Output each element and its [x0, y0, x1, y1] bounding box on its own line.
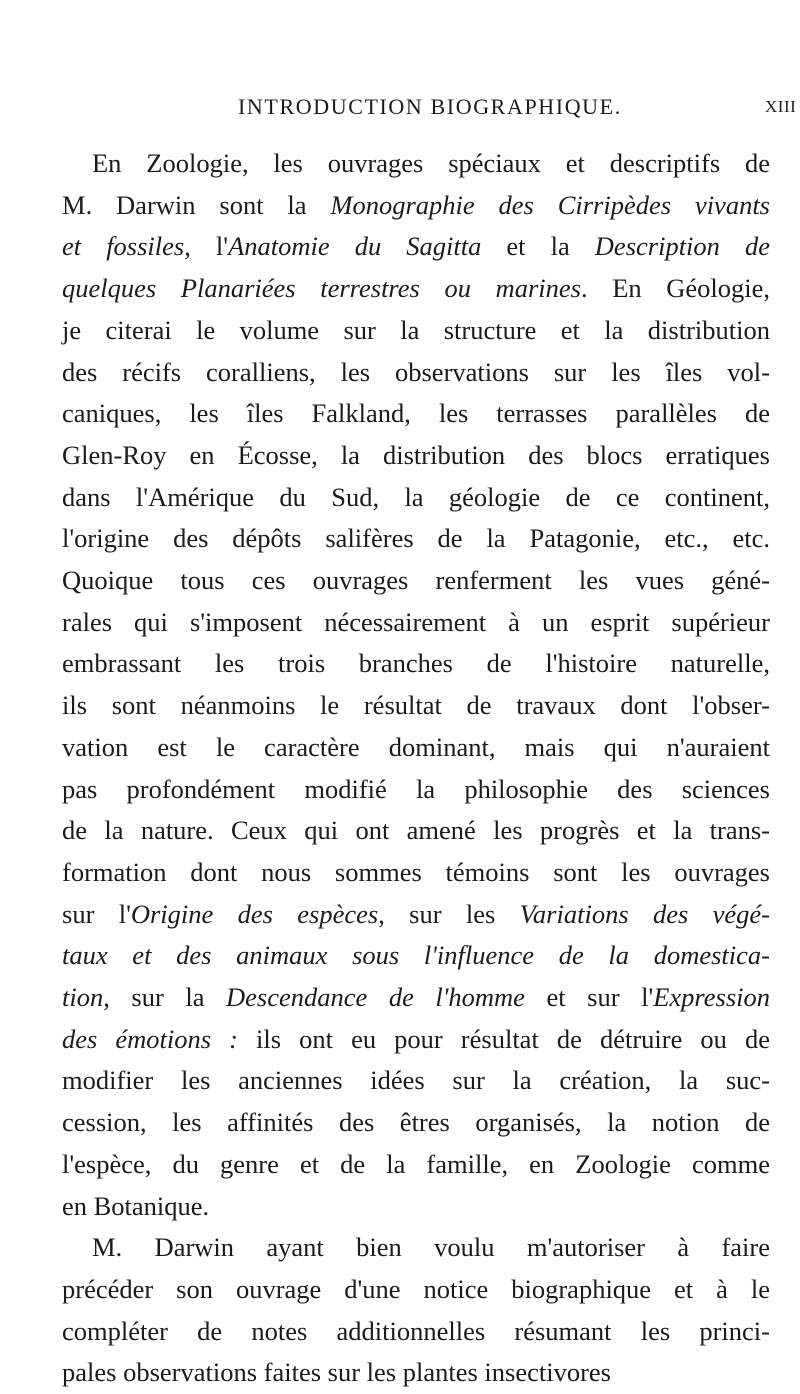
italic-run: Anatomie du Sagitta	[228, 231, 482, 262]
text-line	[62, 560, 770, 602]
text-run: sur l'	[62, 898, 131, 929]
italic-run: Description de	[594, 231, 770, 262]
italic-run: Expression	[653, 982, 771, 1013]
text-run: de la nature. Ceux qui ont amené les progrès et la trans-	[62, 815, 770, 846]
text-line	[62, 1144, 770, 1186]
text-run: embrassant les trois branches de l'histoire naturelle,	[62, 648, 770, 679]
text-line	[62, 352, 770, 394]
text-line	[62, 518, 770, 560]
text-run: Quoique tous ces ouvrages renferment les vues géné-	[62, 565, 770, 596]
text-line	[62, 769, 770, 811]
text-line	[62, 1060, 770, 1102]
paragraph	[62, 1227, 770, 1394]
italic-run: Monographie des Cirripèdes vivants	[330, 189, 770, 220]
body-text	[62, 143, 770, 1394]
text-line	[62, 810, 770, 852]
paragraph	[62, 143, 770, 1227]
italic-run: taux et des animaux sous l'influence de la domestica-	[62, 940, 770, 971]
text-run: précéder son ouvrage d'une notice biographique et à le	[62, 1273, 770, 1304]
text-line	[62, 852, 770, 894]
italic-run: Origine des espèces	[130, 898, 379, 929]
text-run: je citerai le volume sur la structure et la distribution	[62, 314, 770, 345]
text-line	[62, 894, 770, 936]
text-run: formation dont nous sommes témoins sont les ouvrages	[62, 856, 770, 887]
page-header	[0, 94, 800, 124]
italic-run: Descendance de l'homme	[226, 982, 525, 1013]
italic-run: des émotions :	[62, 1023, 238, 1054]
text-run: des récifs coralliens, les observations sur les îles vol-	[62, 356, 770, 387]
text-line	[62, 1019, 770, 1061]
text-run: et la	[481, 231, 595, 262]
text-line	[62, 435, 770, 477]
text-line	[62, 1269, 770, 1311]
text-run: rales qui s'imposent nécessairement à un esprit supérieur	[62, 606, 770, 637]
text-line	[62, 977, 770, 1019]
text-line	[62, 1102, 770, 1144]
text-run: compléter de notes additionnelles résumant les princi-	[62, 1315, 770, 1346]
text-line	[62, 226, 770, 268]
text-run: modifier les anciennes idées sur la création, la suc-	[62, 1065, 770, 1096]
text-run: Glen-Roy en Écosse, la distribution des blocs erratiques	[62, 439, 770, 470]
text-line	[62, 1227, 770, 1269]
text-run: , sur les	[378, 898, 520, 929]
page-number: XIII	[765, 97, 797, 116]
text-line	[62, 685, 770, 727]
text-run: l'espèce, du genre et de la famille, en Zoologie comme	[62, 1148, 770, 1179]
text-line	[62, 602, 770, 644]
text-line	[62, 1186, 770, 1228]
text-run: ils sont néanmoins le résultat de travaux dont l'obser-	[62, 690, 770, 721]
italic-run: tion	[62, 982, 104, 1013]
italic-run: et fossiles	[62, 231, 185, 262]
text-run: . En Géologie,	[580, 273, 770, 304]
text-run: , l'	[184, 231, 229, 262]
text-run: M. Darwin ayant bien voulu m'autoriser à faire	[92, 1232, 770, 1263]
text-run: M. Darwin sont la	[62, 189, 331, 220]
text-line	[62, 935, 770, 977]
text-line	[62, 268, 770, 310]
running-title: INTRODUCTION BIOGRAPHIQUE.	[238, 94, 622, 119]
text-line	[62, 185, 770, 227]
text-line	[62, 1311, 770, 1353]
text-line	[62, 1352, 770, 1394]
text-run: vation est le caractère dominant, mais qui n'auraient	[62, 731, 770, 762]
text-run: pas profondément modifié la philosophie des sciences	[62, 773, 770, 804]
text-line	[62, 477, 770, 519]
italic-run: quelques Planariées terrestres ou marines	[62, 273, 581, 304]
text-run: et sur l'	[524, 982, 654, 1013]
text-line	[62, 393, 770, 435]
text-run: en Botanique.	[62, 1190, 210, 1221]
text-run: cession, les affinités des êtres organisés, la notion de	[62, 1107, 770, 1138]
text-run: , sur la	[103, 982, 227, 1013]
text-line	[62, 727, 770, 769]
text-run: l'origine des dépôts salifères de la Patagonie, etc., etc.	[62, 523, 770, 554]
text-line	[62, 643, 770, 685]
text-run: pales observations faites sur les plantes insectivores	[62, 1357, 611, 1388]
text-line	[62, 310, 770, 352]
text-run: caniques, les îles Falkland, les terrasses parallèles de	[62, 398, 770, 429]
text-line	[62, 143, 770, 185]
text-run: dans l'Amérique du Sud, la géologie de ce continent,	[62, 481, 770, 512]
text-run: En Zoologie, les ouvrages spéciaux et descriptifs de	[92, 148, 770, 178]
italic-run: Variations des végé-	[519, 898, 770, 929]
text-run: ils ont eu pour résultat de détruire ou de	[237, 1023, 770, 1054]
